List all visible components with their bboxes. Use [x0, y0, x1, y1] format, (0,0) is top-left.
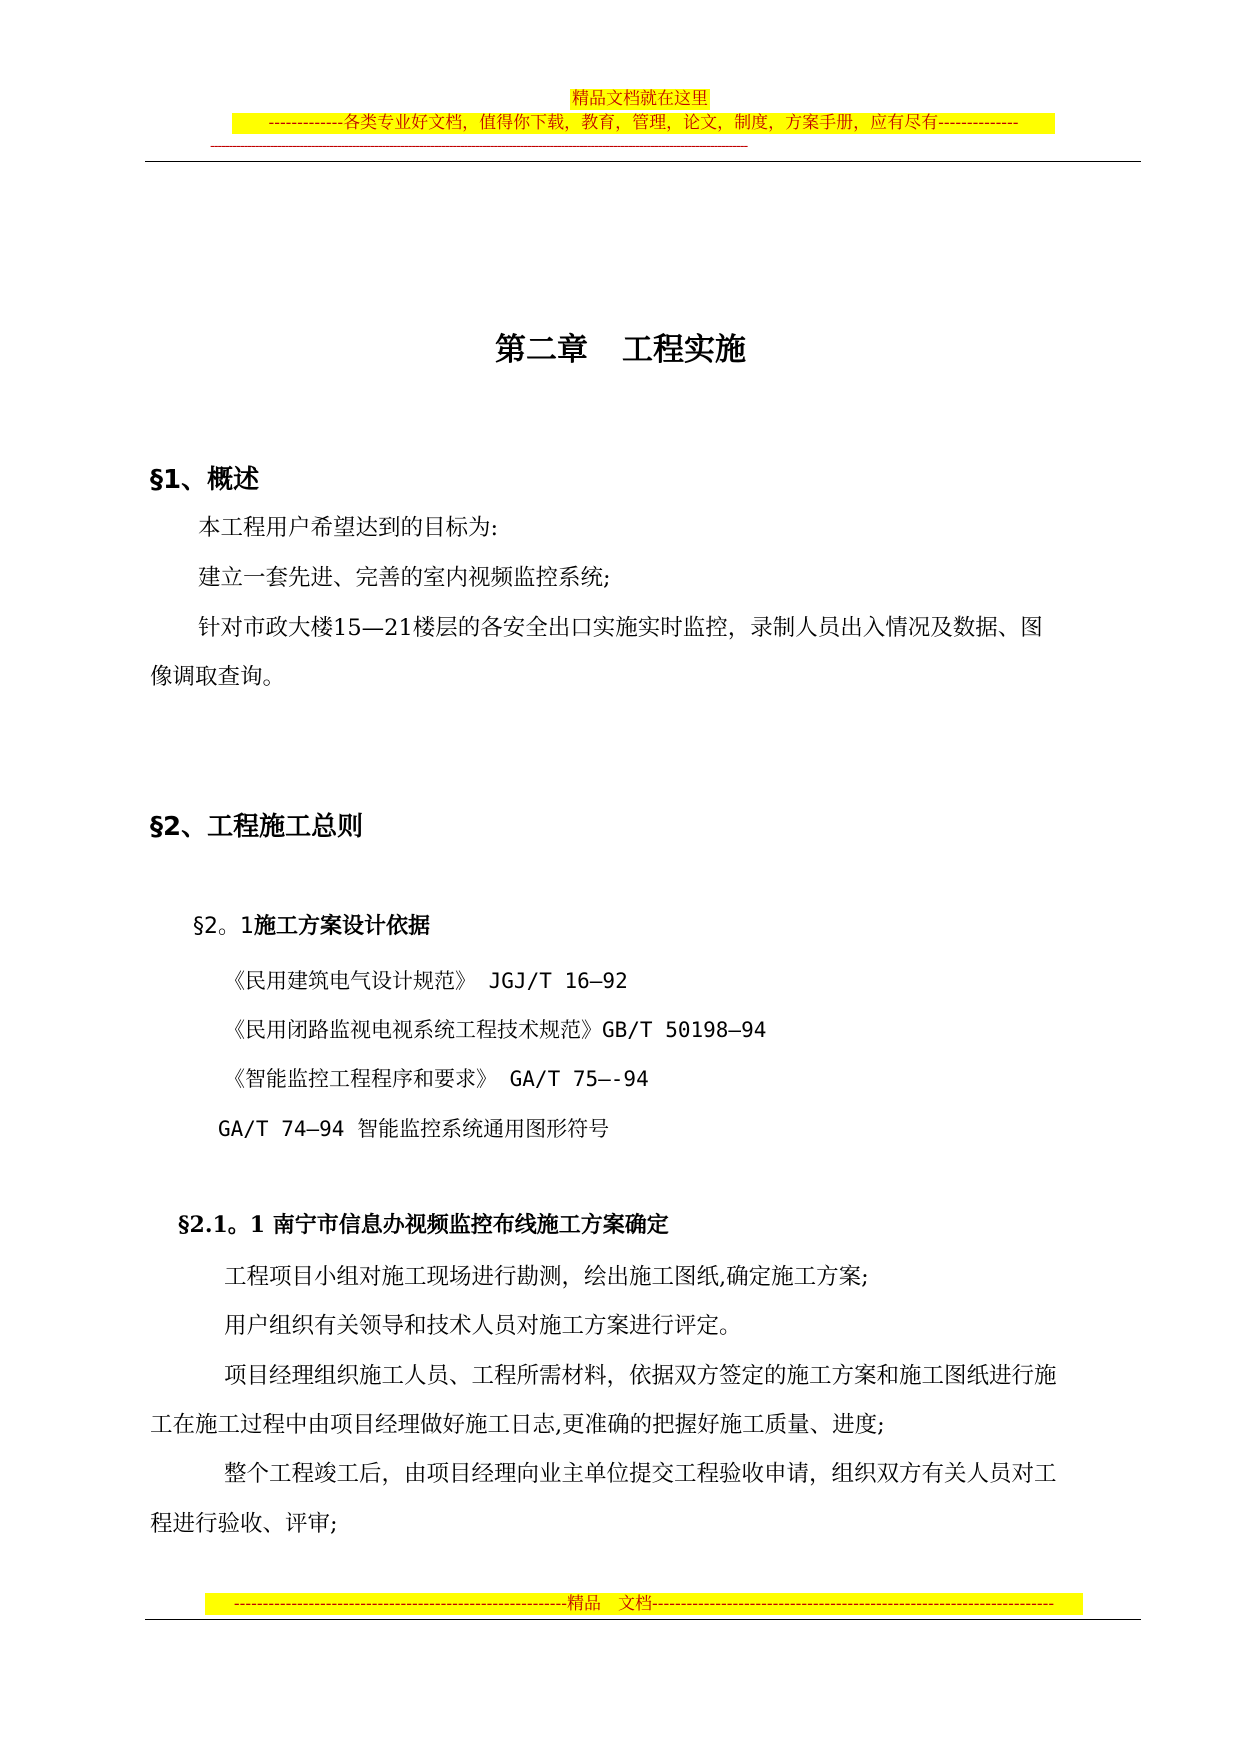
section-1-paragraph: 像调取查询。 [150, 664, 286, 690]
chapter-number: 第二章 [495, 332, 588, 368]
header-dash-line: ------------------------------------------------------------------------------------------------------------------------------------------------ [210, 138, 748, 154]
reference-item: GA/T 74—94 智能监控系统通用图形符号 [218, 1117, 610, 1141]
header-banner-subtitle: -------------各类专业好文档，值得你下载，教育，管理，论文，制度，方案手册，应有尽有-------------- [232, 113, 1055, 134]
header-banner-title: 精品文档就在这里 [572, 89, 708, 109]
subsection-2-1-1-paragraph: 工在施工过程中由项目经理做好施工日志,更准确的把握好施工质量、进度; [150, 1412, 885, 1438]
section-1-paragraph: 建立一套先进、完善的室内视频监控系统; [198, 565, 611, 591]
reference-item: 《民用闭路监视电视系统工程技术规范》GB/T 50198—94 [224, 1018, 767, 1042]
footer-rule [145, 1619, 1141, 1620]
section-1-heading: §1、概述 [150, 465, 260, 495]
subsection-2-1-prefix: §2。1 [193, 914, 254, 939]
subsection-2-1-1-paragraph: 整个工程竣工后，由项目经理向业主单位提交工程验收申请，组织双方有关人员对工 [224, 1461, 1057, 1487]
header-rule [145, 161, 1141, 162]
section-2-heading: §2、工程施工总则 [150, 812, 364, 842]
subsection-2-1-heading [193, 912, 430, 942]
chapter-title [0, 330, 1241, 370]
reference-item: 《智能监控工程程序和要求》 GA/T 75—-94 [224, 1067, 649, 1091]
section-1-paragraph: 针对市政大楼15—21楼层的各安全出口实施实时监控，录制人员出入情况及数据、图 [198, 615, 1043, 641]
subsection-2-1-1-heading: §2.1。1 南宁市信息办视频监控布线施工方案确定 [178, 1212, 669, 1238]
subsection-2-1-1-paragraph: 程进行验收、评审; [150, 1511, 338, 1537]
subsection-2-1-1-paragraph: 项目经理组织施工人员、工程所需材料，依据双方签定的施工方案和施工图纸进行施 [224, 1363, 1057, 1389]
footer-banner: ----------------------------------------------------------精品 文档---------------------------------------------------------------------- [205, 1593, 1083, 1615]
subsection-2-1-title: 施工方案设计依据 [254, 914, 431, 939]
subsection-2-1-1-paragraph: 工程项目小组对施工现场进行勘测，绘出施工图纸,确定施工方案; [224, 1264, 869, 1290]
section-1-paragraph: 本工程用户希望达到的目标为: [198, 515, 499, 541]
chapter-name: 工程实施 [622, 332, 746, 368]
reference-item: 《民用建筑电气设计规范》 JGJ/T 16—92 [224, 969, 628, 993]
subsection-2-1-1-paragraph: 用户组织有关领导和技术人员对施工方案进行评定。 [224, 1313, 742, 1339]
